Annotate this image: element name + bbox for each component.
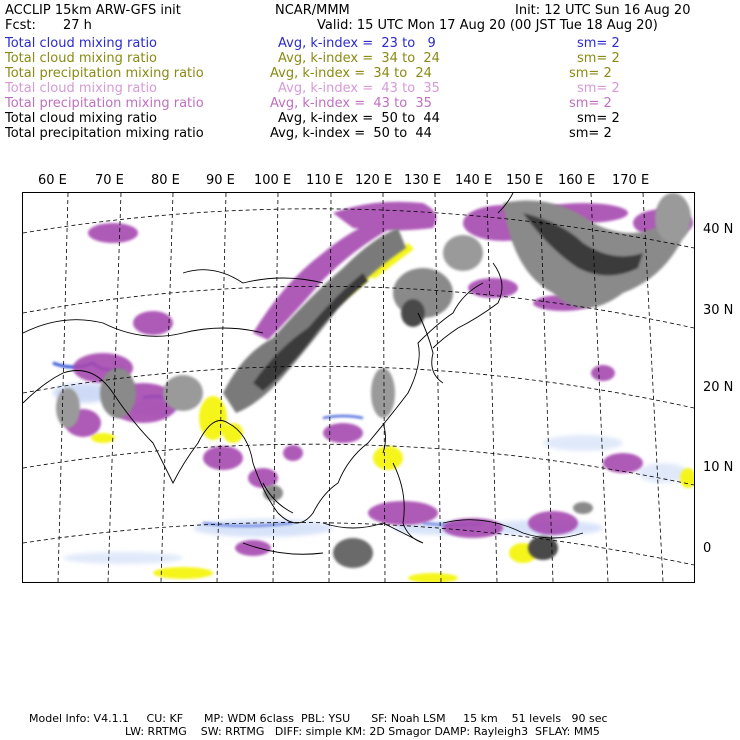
longitude-label: 160 E [558, 173, 596, 188]
legend-row [5, 96, 735, 111]
legend-row [5, 36, 735, 51]
legend-smooth: sm= 2 [569, 66, 612, 81]
legend-row [5, 111, 735, 126]
model-info-line1: Model Info: V4.1.1 CU: KF MP: WDM 6class PBL: YSU SF: Noah LSM 15 km 51 levels 90 sec [29, 712, 608, 725]
longitude-label: 110 E [306, 173, 344, 188]
longitude-label: 100 E [254, 173, 292, 188]
legend-range: Avg, k-index = 23 to 9 [278, 36, 436, 51]
model-info-line2: LW: RRTMG SW: RRTMG DIFF: simple KM: 2D Smagor DAMP: Rayleigh3 SFLAY: MM5 [125, 725, 600, 738]
legend-smooth: sm= 2 [577, 81, 620, 96]
longitude-label: 70 E [95, 173, 124, 188]
model-center: NCAR/MMM [275, 3, 350, 18]
legend-smooth: sm= 2 [569, 96, 612, 111]
longitude-label: 60 E [38, 173, 67, 188]
legend-field: Total cloud mixing ratio [5, 111, 158, 126]
legend-range: Avg, k-index = 43 to 35 [270, 96, 432, 111]
legend-row [5, 81, 735, 96]
longitude-label: 120 E [355, 173, 393, 188]
legend-field: Total precipitation mixing ratio [5, 126, 204, 141]
legend-smooth: sm= 2 [577, 51, 620, 66]
latitude-label: 0 [703, 541, 712, 556]
latitude-label: 40 N [703, 222, 734, 237]
legend-smooth: sm= 2 [577, 36, 620, 51]
legend-field: Total cloud mixing ratio [5, 36, 158, 51]
latitude-label: 10 N [703, 460, 734, 475]
legend-field: Total precipitation mixing ratio [5, 66, 204, 81]
forecast-map [22, 192, 695, 583]
valid-time: Valid: 15 UTC Mon 17 Aug 20 (00 JST Tue 18 Aug 20) [317, 18, 658, 33]
legend-field: Total precipitation mixing ratio [5, 96, 204, 111]
longitude-label: 150 E [506, 173, 544, 188]
legend-row [5, 126, 735, 141]
latitude-label: 20 N [703, 380, 734, 395]
forecast-label: Fcst: [5, 18, 36, 33]
legend-smooth: sm= 2 [577, 111, 620, 126]
legend-smooth: sm= 2 [569, 126, 612, 141]
legend-range: Avg, k-index = 50 to 44 [278, 111, 440, 126]
legend-field: Total cloud mixing ratio [5, 51, 158, 66]
forecast-hour: 27 h [63, 18, 92, 33]
legend-range: Avg, k-index = 43 to 35 [278, 81, 440, 96]
longitude-label: 90 E [206, 173, 235, 188]
legend-row [5, 66, 735, 81]
legend-range: Avg, k-index = 34 to 24 [270, 66, 432, 81]
legend-range: Avg, k-index = 50 to 44 [270, 126, 432, 141]
legend-range: Avg, k-index = 34 to 24 [278, 51, 440, 66]
map-canvas [23, 193, 694, 582]
legend-row [5, 51, 735, 66]
latitude-label: 30 N [703, 303, 734, 318]
longitude-label: 140 E [455, 173, 493, 188]
longitude-label: 80 E [151, 173, 180, 188]
map-title: ACCLIP 15km ARW-GFS init [5, 3, 181, 18]
init-time: Init: 12 UTC Sun 16 Aug 20 [515, 3, 691, 18]
longitude-label: 170 E [612, 173, 650, 188]
longitude-label: 130 E [404, 173, 442, 188]
legend-field: Total cloud mixing ratio [5, 81, 158, 96]
